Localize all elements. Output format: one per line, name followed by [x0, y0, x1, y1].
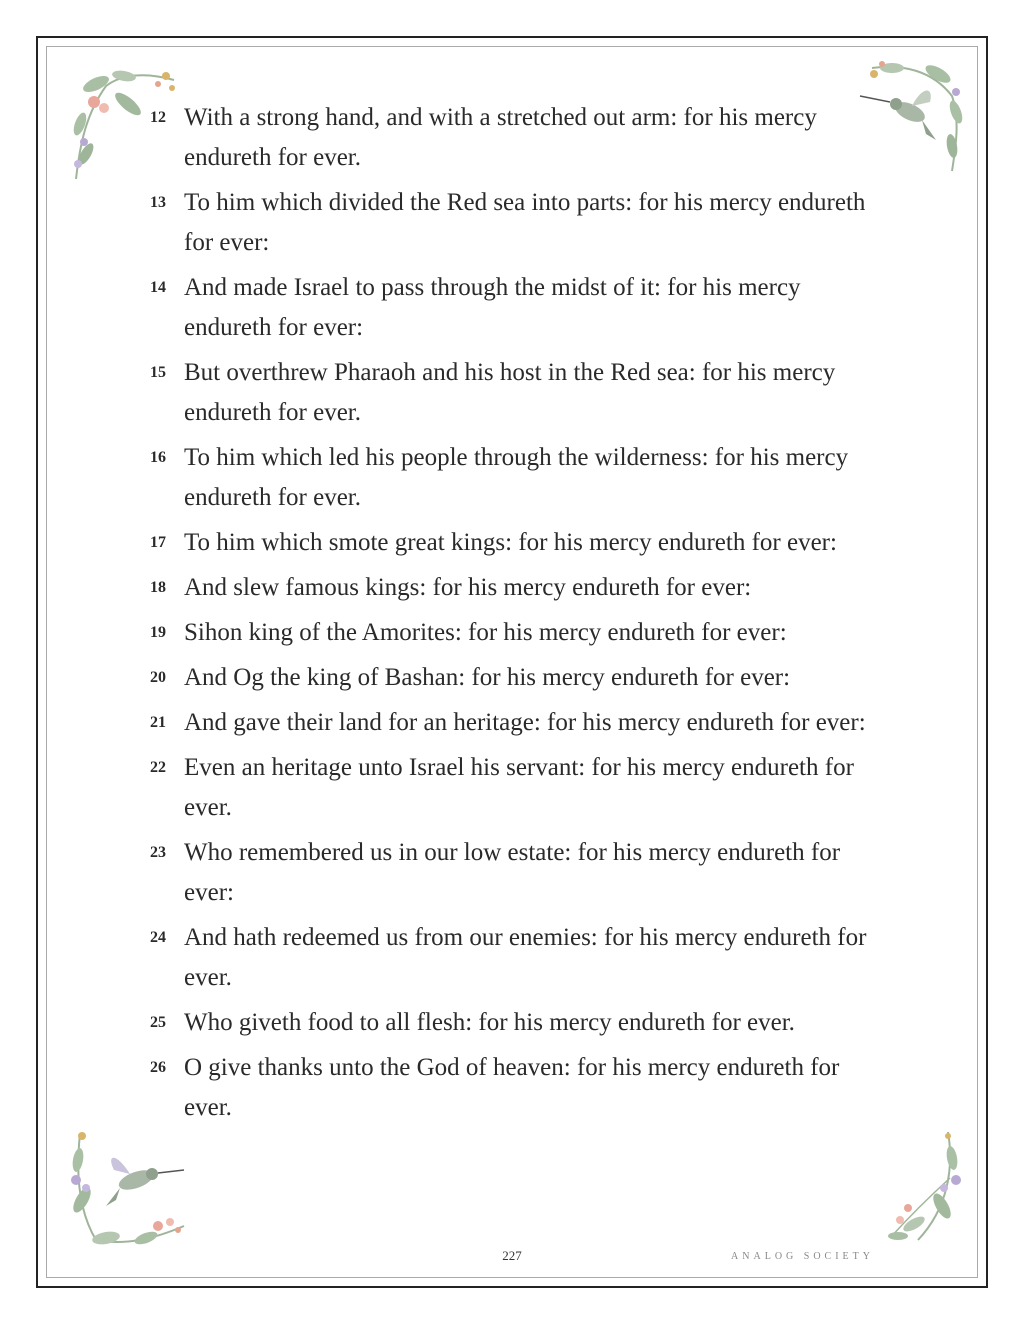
verse-number: 12: [150, 109, 166, 126]
verse-item: [146, 1003, 886, 1043]
verse-item: [146, 568, 886, 608]
verse-number: 21: [150, 714, 166, 731]
verse-number: 17: [150, 534, 166, 551]
verse-number: 13: [150, 194, 166, 211]
verse-item: [146, 703, 886, 743]
verse-number: 26: [150, 1059, 166, 1076]
brand-label: ANALOG SOCIETY: [731, 1251, 874, 1262]
verse-text: And slew famous kings: for his mercy endureth for ever:: [184, 574, 752, 601]
verse-number: 25: [150, 1014, 166, 1031]
verse-text: But overthrew Pharaoh and his host in the Red sea: for his mercy endureth for ever.: [184, 359, 836, 426]
verse-text: Sihon king of the Amorites: for his mercy endureth for ever:: [184, 619, 787, 646]
verse-item: [146, 98, 886, 178]
verse-text: And made Israel to pass through the midst of it: for his mercy endureth for ever:: [184, 274, 801, 341]
verse-item: [146, 833, 886, 913]
verse-item: [146, 1048, 886, 1128]
verse-item: [146, 658, 886, 698]
verse-text: O give thanks unto the God of heaven: for his mercy endureth for ever.: [184, 1054, 840, 1121]
verse-item: [146, 918, 886, 998]
verse-number: 22: [150, 759, 166, 776]
hummingbird-floral-icon: [66, 1130, 186, 1250]
verse-item: [146, 613, 886, 653]
verse-text: Who giveth food to all flesh: for his mercy endureth for ever.: [184, 1009, 795, 1036]
floral-sprig-icon: [878, 1128, 998, 1248]
verse-text: And hath redeemed us from our enemies: for his mercy endureth for ever.: [184, 924, 867, 991]
verse-text: And Og the king of Bashan: for his mercy endureth for ever:: [184, 664, 791, 691]
verse-text: Who remembered us in our low estate: for his mercy endureth for ever:: [184, 839, 841, 906]
verse-number: 24: [150, 929, 166, 946]
verse-number: 16: [150, 449, 166, 466]
verse-item: [146, 438, 886, 518]
verse-number: 23: [150, 844, 166, 861]
verse-item: [146, 523, 886, 563]
verse-number: 14: [150, 279, 166, 296]
verse-item: [146, 268, 886, 348]
verse-item: [146, 353, 886, 433]
page-number: 227: [502, 1248, 522, 1263]
verse-text: Even an heritage unto Israel his servant: for his mercy endureth for ever.: [184, 754, 854, 821]
verse-number: 20: [150, 669, 166, 686]
verse-item: [146, 183, 886, 263]
verse-text: To him which smote great kings: for his mercy endureth for ever:: [184, 529, 837, 556]
verse-text: To him which divided the Red sea into parts: for his mercy endureth for ever:: [184, 189, 866, 256]
verse-item: [146, 748, 886, 828]
verse-number: 19: [150, 624, 166, 641]
verse-number: 15: [150, 364, 166, 381]
verse-text: And gave their land for an heritage: for his mercy endureth for ever:: [184, 709, 866, 736]
verse-number: 18: [150, 579, 166, 596]
verse-text: To him which led his people through the wilderness: for his mercy endureth for ever.: [184, 444, 849, 511]
verse-text: With a strong hand, and with a stretched out arm: for his mercy endureth for ever.: [184, 104, 817, 171]
verse-list: [146, 98, 886, 1133]
